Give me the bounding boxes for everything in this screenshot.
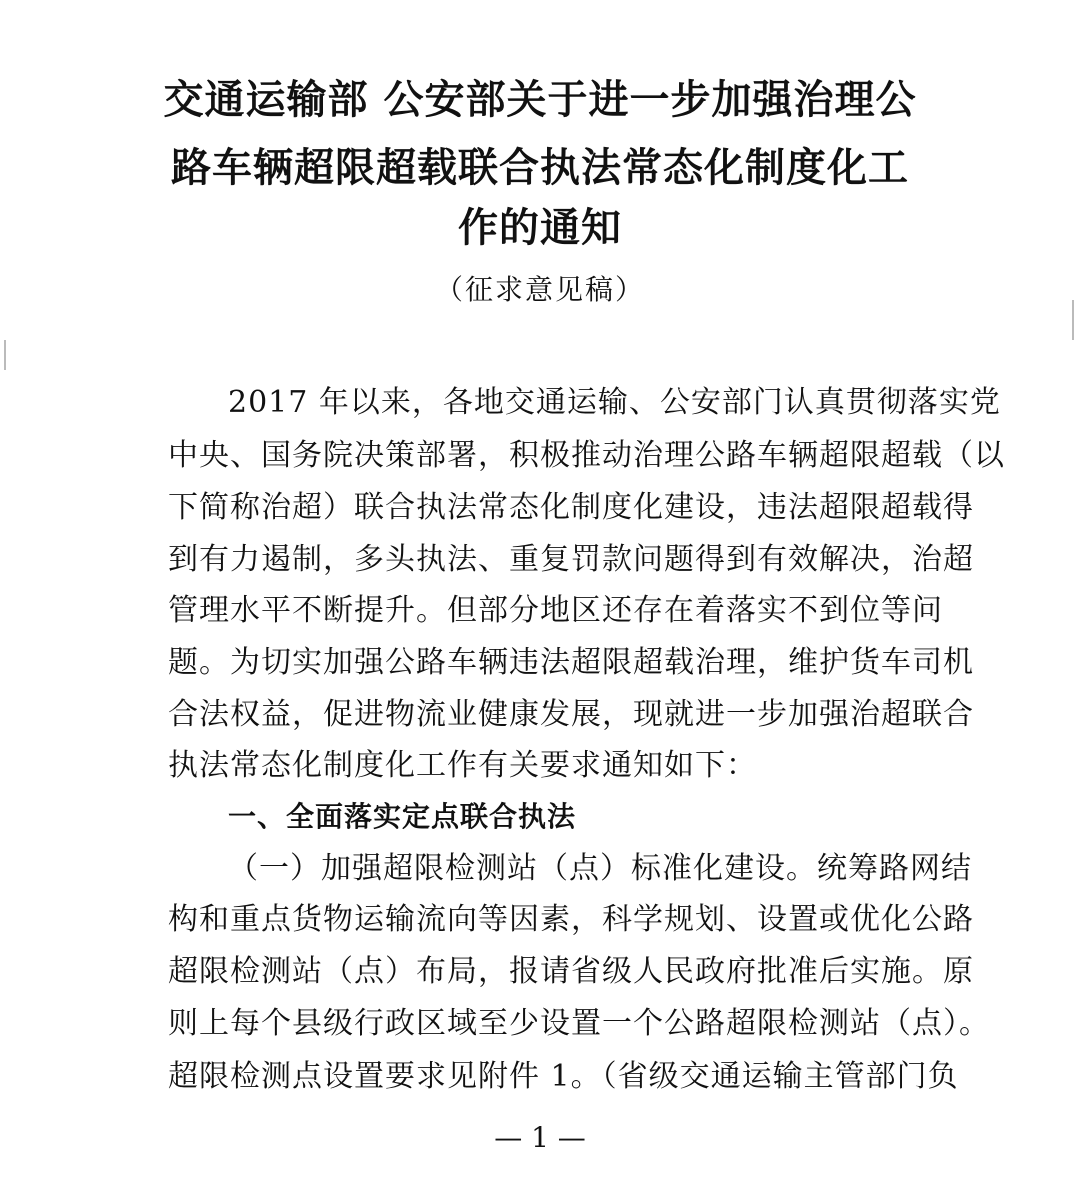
document-title-line-2: 路车辆超限超载联合执法常态化制度化工 — [171, 145, 909, 191]
intro-line: 下简称治超）联合执法常态化制度化建设，违法超限超载得 — [168, 490, 974, 525]
scan-edge-mark-left — [4, 340, 6, 370]
intro-line: 合法权益，促进物流业健康发展，现就进一步加强治超联合 — [168, 697, 974, 732]
section-line: 构和重点货物运输流向等因素，科学规划、设置或优化公路 — [168, 902, 974, 937]
document-title-line-1: 交通运输部 公安部关于进一步加强治理公 — [163, 77, 917, 123]
section-line: 超限检测站（点）布局，报请省级人民政府批准后实施。原 — [168, 954, 974, 989]
intro-line: 题。为切实加强公路车辆违法超限超载治理，维护货车司机 — [168, 645, 974, 680]
section-heading: 一、全面落实定点联合执法 — [228, 800, 577, 833]
section-line: 超限检测点设置要求见附件 1。（省级交通运输主管部门负 — [168, 1059, 959, 1094]
intro-line: 2017 年以来，各地交通运输、公安部门认真贯彻落实党 — [228, 385, 1001, 420]
section-line: （一）加强超限检测站（点）标准化建设。统筹路网结 — [228, 851, 972, 886]
intro-line: 管理水平不断提升。但部分地区还存在着落实不到位等问 — [168, 593, 943, 628]
section-line: 则上每个县级行政区域至少设置一个公路超限检测站（点）。 — [168, 1006, 990, 1041]
page-number: — 1 — — [494, 1121, 586, 1154]
document-subtitle: （征求意见稿） — [434, 273, 645, 306]
intro-line: 到有力遏制，多头执法、重复罚款问题得到有效解决，治超 — [168, 542, 974, 577]
intro-line: 中央、国务院决策部署，积极推动治理公路车辆超限超载（以 — [168, 438, 1005, 473]
intro-line: 执法常态化制度化工作有关要求通知如下： — [168, 748, 757, 783]
scan-edge-mark-right — [1072, 300, 1074, 340]
document-title-line-3: 作的通知 — [458, 205, 622, 251]
